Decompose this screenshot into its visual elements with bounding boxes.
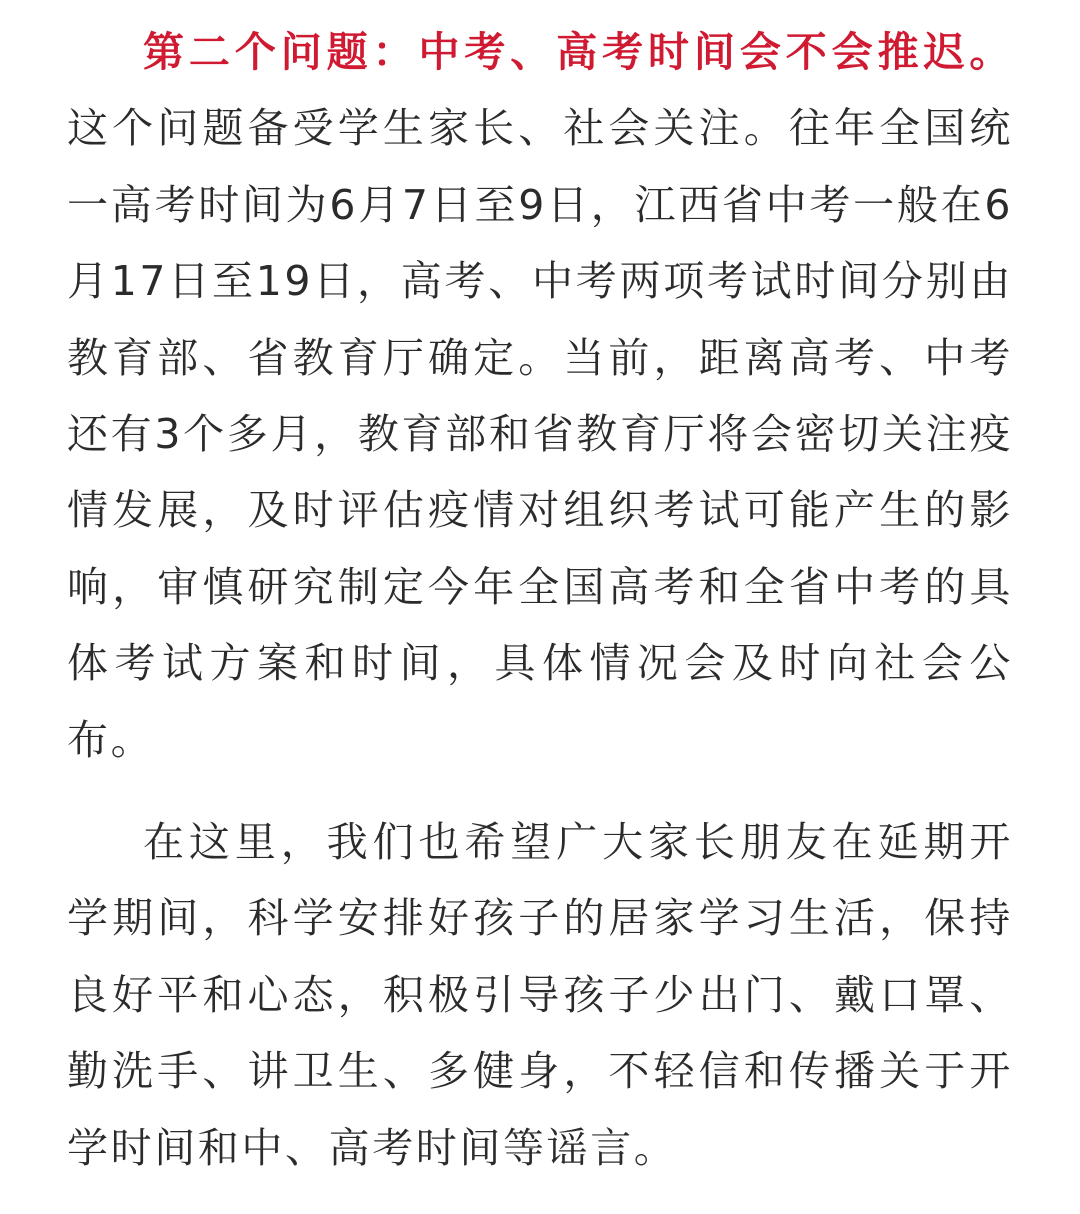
- question-heading: 第二个问题：中考、高考时间会不会推迟。: [143, 28, 1013, 76]
- paragraph-exam-schedule-text: 这个问题备受学生家长、社会关注。往年全国统一高考时间为6月7日至9日，江西省中考一般在6月17日至19日，高考、中考两项考试时间分别由教育部、省教育厅确定。当前，距离高考、中考还有3个多月，教育部和省教育厅将会密切关注疫情发展，及时评估疫情对组织考试可能产生的影响，审慎研究制定今年全国高考和全省中考的具体考试方案和时间，具体情况会及时向社会公布。: [67, 104, 1013, 764]
- paragraph-parent-advice: [67, 804, 1013, 1186]
- paragraph-parent-advice-text: 在这里，我们也希望广大家长朋友在延期开学期间，科学安排好孩子的居家学习生活，保持良好平和心态，积极引导孩子少出门、戴口罩、勤洗手、讲卫生、多健身，不轻信和传播关于开学时间和中、高考时间等谣言。: [67, 818, 1013, 1172]
- paragraph-exam-schedule: [67, 14, 1013, 778]
- article-body: [67, 14, 1013, 1186]
